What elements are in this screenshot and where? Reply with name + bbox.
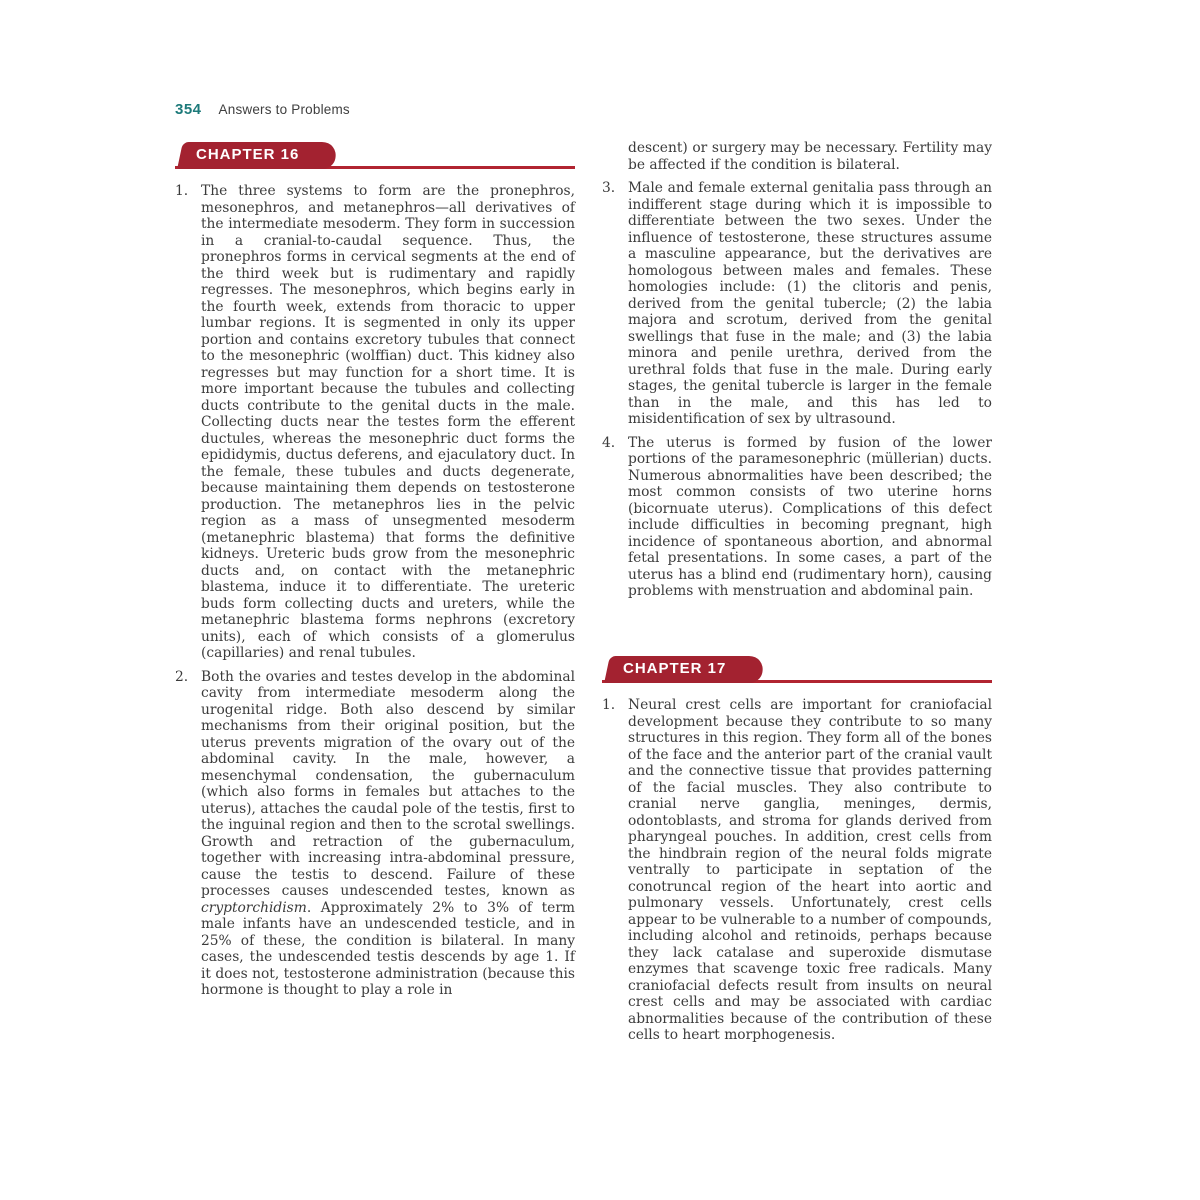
- chapter17-heading: CHAPTER 17: [623, 660, 727, 677]
- chapter17-section: [602, 656, 992, 1051]
- chapter16-answer-2-continuation: descent) or surgery may be necessary. Fertility may be affected if the condition is bilateral.: [628, 140, 992, 173]
- chapter16-answer-4: [602, 435, 992, 600]
- chapter16-heading: CHAPTER 16: [196, 146, 300, 163]
- answer-italic-term: cryptorchidism: [201, 899, 307, 916]
- answer-text-segment: . Approximately 2% to 3% of term male infants have an undescended testicle, and in 25% of these, the condition is bilateral. In many cases, the undescended testis descends by age 1. If it does not, testosterone administration (because this hormone is thought to play a role in: [201, 899, 575, 998]
- chapter16-answer-3: [602, 180, 992, 428]
- right-column: [602, 140, 992, 607]
- chapter16-answer-2: [175, 669, 575, 999]
- answer-number: 3.: [602, 180, 616, 196]
- answer-number: 2.: [175, 668, 189, 685]
- chapter17-answer-1: [602, 697, 992, 1044]
- answer-number: 1.: [175, 183, 189, 199]
- answer-number: 4.: [602, 434, 616, 451]
- chapter17-banner: [602, 656, 992, 683]
- answer-text-segment: Both the ovaries and testes develop in the abdominal cavity from intermediate mesoderm along the urogenital ridge. Both also descend by similar mechanisms from their original position, but the uterus prevents migration of the ovary out of the abdominal cavity. In the male, however, a mesenchymal condensation, the gubernaculum (which also forms in females but attaches to the uterus), attaches the caudal pole of the testis, first to the inguinal region and then to the scrotal swellings. Growth and retraction of the gubernaculum, together with increasing intra-abdominal pressure, cause the testis to descend. Failure of these processes causes undescended testes, known as: [201, 668, 575, 899]
- answer-text: Neural crest cells are important for craniofacial development because they contribute to so many structures in this region. They form all of the bones of the face and the anterior part of the cranial vault and the connective tissue that provides patterning of the facial muscles. They also contribute to cranial nerve ganglia, meninges, dermis, odontoblasts, and stroma for glands derived from pharyngeal pouches. In addition, crest cells from the hindbrain region of the neural folds migrate ventrally to participate in septation of the conotruncal region of the heart into aortic and pulmonary vessels. Unfortunately, crest cells appear to be vulnerable to a number of compounds, including alcohol and retinoids, perhaps because they lack catalase and superoxide dismutase enzymes that scavenge toxic free radicals. Many craniofacial defects result from insults on neural crest cells and may be associated with cardiac abnormalities because of the contribution of these cells to heart morphogenesis.: [628, 697, 992, 1043]
- chapter16-answer-1: [175, 183, 575, 662]
- answer-text: Male and female external genitalia pass through an indifferent stage during which it is impossible to differentiate between the two sexes. Under the influence of testosterone, these structures assume a masculine appearance, but the derivatives are homologous between males and females. These homologies include: (1) the clitoris and penis, derived from the genital tubercle; (2) the labia majora and scrotum, derived from the genital swellings that fuse in the male; and (3) the labia minora and penile urethra, derived from the urethral folds that fuse in the male. During early stages, the genital tubercle is larger in the female than in the male, and this has led to misidentification of sex by ultrasound.: [628, 180, 992, 427]
- chapter16-banner: [175, 142, 575, 169]
- answer-text: The three systems to form are the pronephros, mesonephros, and metanephros—all derivatives of the intermediate mesoderm. They form in succession in a cranial-to-caudal sequence. Thus, the pronephros forms in cervical segments at the end of the third week but is rudimentary and rapidly regresses. The mesonephros, which begins early in the fourth week, extends from thoracic to upper lumbar regions. It is segmented in only its upper portion and contains excretory tubules that connect to the mesonephric (wolffian) duct. This kidney also regresses but may function for a short time. It is more important because the tubules and collecting ducts contribute to the genital ducts in the male. Collecting ducts near the testes form the efferent ductules, whereas the mesonephric duct forms the epididymis, ductus deferens, and ejaculatory duct. In the female, these tubules and ducts degenerate, because maintaining them depends on testosterone production. The metanephros lies in the pelvic region as a mass of unsegmented mesoderm (metanephric blastema) that forms the definitive kidneys. Ureteric buds grow from the mesonephric ducts and, on contact with the metanephric blastema, induce it to differentiate. The ureteric buds form collecting ducts and ureters, while the metanephric blastema forms nephrons (excretory units), each of which consists of a glomerulus (capillaries) and renal tubules.: [201, 183, 575, 661]
- running-header: [175, 101, 350, 118]
- answer-number: 1.: [602, 697, 616, 713]
- page-number: 354: [175, 101, 202, 118]
- running-head-title: Answers to Problems: [218, 102, 350, 117]
- left-column: [175, 142, 575, 1006]
- answer-text: The uterus is formed by fusion of the lower portions of the paramesonephric (müllerian) ducts. Numerous abnormalities have been described; the most common consists of two uterine horns (bicornuate uterus). Complications of this defect include difficulties in becoming pregnant, high incidence of spontaneous abortion, and abnormal fetal presentations. In some cases, a part of the uterus has a blind end (rudimentary horn), causing problems with menstruation and abdominal pain.: [628, 434, 992, 599]
- answer-text: [201, 669, 575, 999]
